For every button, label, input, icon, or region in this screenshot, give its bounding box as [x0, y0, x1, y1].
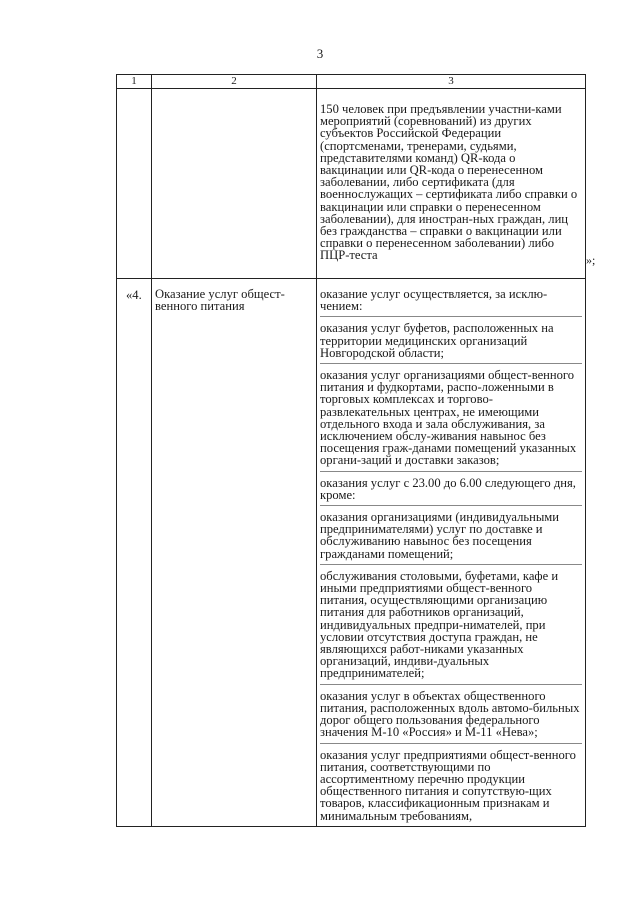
- paragraph: оказания услуг предприятиями общест-венного питания, соответствующими по ассортиментному перечню продукции общественного питания и сопутствую-щих товаров, классификационным признакам и минимальным требованиям,: [320, 743, 582, 826]
- column-header-1: 1: [117, 75, 152, 89]
- column-header-3: 3: [317, 75, 586, 89]
- table-header-row: [117, 75, 586, 89]
- closing-quote-mark: »;: [586, 253, 596, 267]
- paragraph: оказания организациями (индивидуальными предпринимателями) услуг по доставке и обслуживанию навынос без посещения гражданами помещений;: [320, 505, 582, 564]
- table-row-continuation: [117, 89, 586, 279]
- paragraph: обслуживания столовыми, буфетами, кафе и иными предприятиями общест-венного питания, осуществляющими организацию питания для работников организаций, индивидуальных предпри-нимателей, при условии отсутствия доступа граждан, не являющихся работ-никами указанных организаций, индиви-дуальных предпринимателей;: [320, 564, 582, 684]
- column-header-2: 2: [152, 75, 317, 89]
- paragraph: оказания услуг с 23.00 до 6.00 следующего дня, кроме:: [320, 471, 582, 505]
- page-number: 3: [316, 46, 324, 61]
- paragraph: оказания услуг буфетов, расположенных на территории медицинских организаций Новгородской области;: [320, 316, 582, 363]
- paragraph: оказания услуг в объектах общественного питания, расположенных вдоль автомо-бильных дорог общего пользования федерального значения М-10 «Россия» и М-11 «Нева»;: [320, 684, 582, 743]
- table-row: [117, 279, 586, 827]
- services-table: [116, 74, 586, 827]
- continuation-text: 150 человек при предъявлении участни-ками мероприятий (соревнований) из других субъектов Российской Федерации (спортсменами, тренерами, судьями, представителями команд) QR-кода о вакцинации или QR-кода о перенесенном заболевании, либо сертификата (для военнослужащих – сертификата либо справки о вакцинации или справки о перенесенном заболевании), для иностран-ных граждан, лиц без гражданства – справки о вакцинации или справки о перенесенном заболевании) либо ПЦР-теста: [320, 102, 578, 263]
- service-name: Оказание услуг общест-венного питания: [155, 287, 285, 314]
- paragraph: оказания услуг организациями общест-венного питания и фудкортами, распо-ложенными в торговых комплексах и торгово-развлекательных центрах, не имеющими отдельного входа и зала обслуживания, за исключением обслу-живания навынос без посещения граж-данами помещений указанных органи-заций и доставки заказов;: [320, 363, 582, 471]
- paragraph: оказание услуг осуществляется, за исклю-чением:: [320, 287, 548, 314]
- row-number: «4.: [126, 288, 142, 302]
